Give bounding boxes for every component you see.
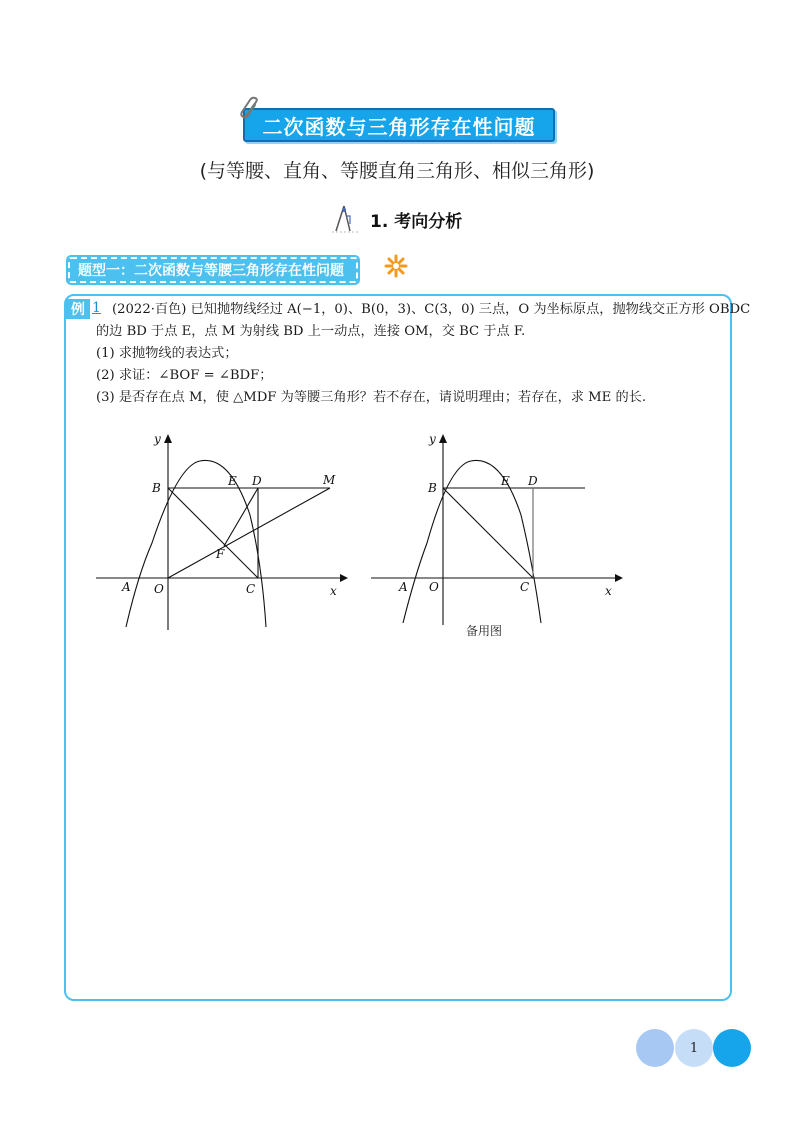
page-decoration-circle [713, 1029, 751, 1067]
example-number: 1 [92, 300, 101, 316]
figure-1 [90, 425, 350, 635]
page-decoration-circle [636, 1029, 674, 1067]
label-A: A [122, 580, 131, 594]
star-burst-icon [383, 253, 409, 279]
label-E: E [501, 474, 510, 488]
label-O: O [154, 582, 164, 596]
paperclip-icon [238, 96, 264, 122]
example-tag: 例 [66, 299, 90, 319]
label-C: C [520, 580, 530, 594]
label-O: O [429, 580, 439, 594]
figure-caption: 备用图 [466, 624, 503, 638]
label-C: C [246, 582, 256, 596]
label-D: D [252, 474, 262, 488]
parabola-curve [403, 460, 541, 623]
parabola-curve [126, 460, 266, 627]
label-F: F [216, 547, 225, 561]
problem-line: (3) 是否存在点 M，使 △MDF 为等腰三角形？若不存在，请说明理由；若存在，求 ME 的长. [96, 390, 647, 405]
label-B: B [428, 481, 437, 495]
type-header: 题型一：二次函数与等腰三角形存在性问题 [68, 257, 358, 283]
subtitle: (与等腰、直角、等腰直角三角形、相似三角形) [199, 160, 595, 182]
y-axis-arrow [164, 434, 172, 443]
y-axis-arrow [439, 434, 447, 443]
x-axis-arrow [615, 574, 623, 582]
x-axis-arrow [340, 574, 348, 582]
label-y: y [154, 432, 161, 446]
problem-line: (2022·百色) 已知抛物线经过 A(−1，0)、B(0，3)、C(3，0) 三点，O 为坐标原点，抛物线交正方形 OBDC [112, 302, 751, 317]
section-heading [330, 204, 462, 234]
page-number: 1 [675, 1029, 713, 1067]
compass-icon [330, 204, 362, 234]
section-title [370, 207, 462, 232]
problem-line: 的边 BD 于点 E，点 M 为射线 BD 上一动点，连接 OM，交 BC 于点 F. [96, 324, 526, 339]
label-x: x [330, 584, 337, 598]
label-M: M [323, 473, 336, 487]
label-B: B [152, 481, 161, 495]
problem-line: (1) 求抛物线的表达式； [96, 346, 238, 361]
section-number: 1. [370, 211, 389, 232]
label-y: y [429, 432, 436, 446]
label-E: E [228, 474, 237, 488]
segment-BC [443, 488, 533, 578]
title-banner [243, 108, 555, 142]
label-D: D [528, 474, 538, 488]
problem-line: (2) 求证：∠BOF = ∠BDF； [96, 368, 273, 383]
page-title: 二次函数与三角形存在性问题 [262, 114, 536, 139]
segment-OM [168, 488, 330, 578]
label-A: A [399, 580, 408, 594]
figure-2 [365, 425, 625, 625]
label-x: x [605, 584, 612, 598]
section-title-text: 考向分析 [394, 211, 463, 232]
